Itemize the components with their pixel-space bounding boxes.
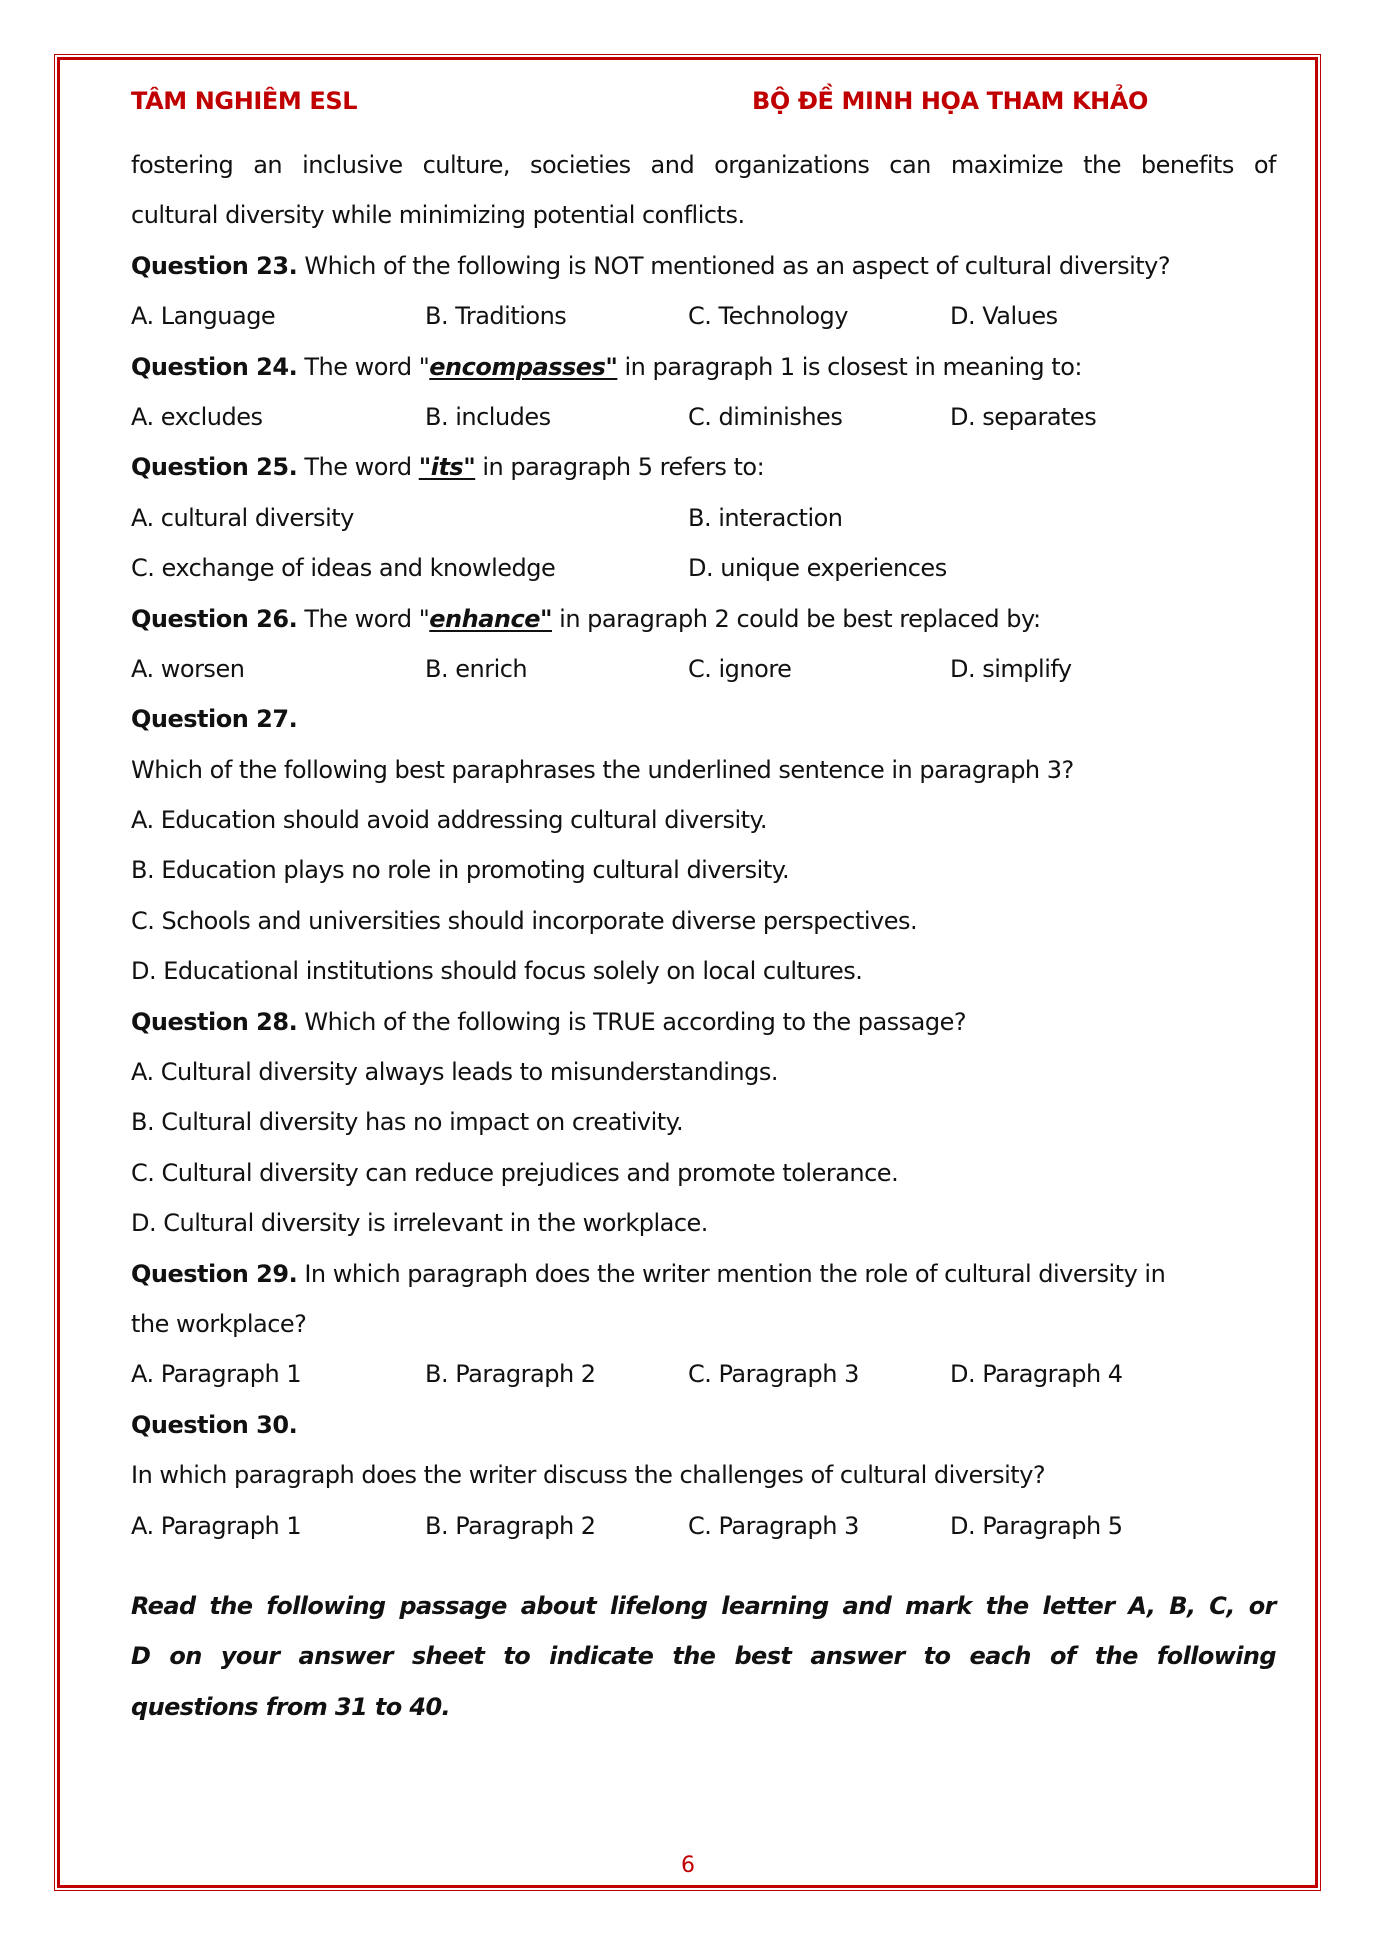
option-c[interactable]: C. diminishes	[688, 402, 843, 431]
question-30	[131, 1400, 1276, 1450]
option-a[interactable]: A. Education should avoid addressing cultural diversity.	[131, 806, 767, 835]
question-text: in paragraph 5 refers to:	[475, 453, 765, 482]
word: each	[969, 1642, 1031, 1671]
word: organizations	[714, 151, 870, 179]
question-text: Which of the following is NOT mentioned as an aspect of cultural diversity?	[297, 251, 1171, 280]
option-b[interactable]: B. includes	[425, 402, 551, 431]
word: D	[131, 1642, 151, 1671]
option-a[interactable]: A. Language	[131, 302, 276, 331]
word: the	[1094, 1642, 1138, 1671]
header-left-title: TÂM NGHIÊM ESL	[131, 87, 358, 115]
document-body	[131, 140, 1276, 1732]
option-a[interactable]: A. Cultural diversity always leads to misunderstandings.	[131, 1058, 778, 1087]
word: passage	[399, 1591, 507, 1620]
word: of	[1253, 151, 1276, 179]
option-b[interactable]: B. enrich	[425, 654, 528, 683]
question-text: Which of the following is TRUE according to the passage?	[297, 1007, 967, 1036]
word: following	[266, 1591, 386, 1620]
option-d[interactable]: D. Paragraph 5	[950, 1511, 1123, 1540]
word: to	[503, 1642, 531, 1671]
section-instruction	[131, 1581, 1276, 1732]
instruction-line-1	[131, 1581, 1276, 1631]
word: answer	[298, 1642, 393, 1671]
word: an	[253, 151, 283, 179]
option-b[interactable]: B. Paragraph 2	[425, 1511, 596, 1540]
question-26	[131, 594, 1276, 644]
question-text: The word "	[297, 352, 430, 381]
word: of	[1049, 1642, 1076, 1671]
page-header	[131, 84, 1276, 118]
option-d[interactable]: D. Educational institutions should focus solely on local cultures.	[131, 957, 863, 986]
word: C,	[1209, 1591, 1235, 1620]
question-27	[131, 694, 1276, 744]
question-24	[131, 342, 1276, 392]
option-b[interactable]: B. Cultural diversity has no impact on creativity.	[131, 1108, 684, 1137]
passage-justified-words	[131, 140, 1276, 190]
option-a[interactable]: A. Paragraph 1	[131, 1360, 302, 1389]
question-label: Question 23.	[131, 251, 298, 280]
word: inclusive	[302, 151, 403, 179]
question-29	[131, 1249, 1276, 1299]
question-label: Question 27.	[131, 705, 298, 734]
question-label: Question 26.	[131, 604, 298, 633]
question-26-options	[131, 644, 1276, 694]
passage-line-2: cultural diversity while minimizing potential conflicts.	[131, 201, 745, 230]
option-c[interactable]: C. Paragraph 3	[688, 1511, 859, 1540]
option-b[interactable]: B. Education plays no role in promoting cultural diversity.	[131, 856, 790, 885]
question-30-text: In which paragraph does the writer discuss the challenges of cultural diversity?	[131, 1461, 1046, 1490]
word: to	[923, 1642, 951, 1671]
option-c[interactable]: C. ignore	[688, 654, 792, 683]
question-label: Question 28.	[131, 1007, 298, 1036]
word: learning	[721, 1591, 829, 1620]
option-a[interactable]: A. cultural diversity	[131, 503, 354, 532]
question-27-text: Which of the following best paraphrases the underlined sentence in paragraph 3?	[131, 755, 1074, 784]
question-24-options	[131, 392, 1276, 442]
word: the	[1083, 151, 1121, 179]
question-25-options-row-2	[131, 543, 1276, 593]
passage-line-1	[131, 140, 1276, 190]
word: Read	[131, 1591, 196, 1620]
question-label: Question 25.	[131, 453, 298, 482]
instruction-line-2	[131, 1631, 1276, 1681]
question-keyword: "its"	[418, 453, 476, 482]
word: societies	[529, 151, 631, 179]
word: about	[520, 1591, 597, 1620]
question-30-options	[131, 1501, 1276, 1551]
word: can	[889, 151, 931, 179]
option-b[interactable]: B. Paragraph 2	[425, 1360, 596, 1389]
word: the	[985, 1591, 1029, 1620]
question-keyword: enhance"	[429, 604, 553, 633]
option-d[interactable]: D. Values	[950, 302, 1058, 331]
word: letter	[1042, 1591, 1115, 1620]
word: answer	[810, 1642, 905, 1671]
question-keyword: encompasses"	[429, 352, 618, 381]
header-right-title: BỘ ĐỀ MINH HỌA THAM KHẢO	[752, 87, 1148, 115]
option-a[interactable]: A. worsen	[131, 654, 245, 683]
question-28	[131, 997, 1276, 1047]
option-d[interactable]: D. Paragraph 4	[950, 1360, 1123, 1389]
option-d[interactable]: D. separates	[950, 402, 1097, 431]
question-label: Question 29.	[131, 1259, 298, 1288]
question-text: The word	[297, 453, 419, 482]
word: A,	[1128, 1591, 1156, 1620]
question-25-options-row-1	[131, 493, 1276, 543]
question-29-text-cont: the workplace?	[131, 1309, 307, 1338]
question-text: In which paragraph does the writer mention the role of cultural diversity in	[297, 1259, 1166, 1288]
option-d[interactable]: D. simplify	[950, 654, 1072, 683]
question-29-options	[131, 1349, 1276, 1399]
page-number: 6	[681, 1853, 695, 1878]
question-label: Question 24.	[131, 352, 298, 381]
option-c[interactable]: C. Technology	[688, 302, 848, 331]
word: mark	[905, 1591, 972, 1620]
question-text: The word "	[297, 604, 430, 633]
question-text: in paragraph 1 is closest in meaning to:	[617, 352, 1082, 381]
question-label: Question 30.	[131, 1410, 298, 1439]
word: the	[209, 1591, 253, 1620]
question-23	[131, 241, 1276, 291]
word: fostering	[131, 151, 234, 179]
option-c[interactable]: C. Paragraph 3	[688, 1360, 859, 1389]
word: lifelong	[610, 1591, 708, 1620]
instruction-line-3: questions from 31 to 40.	[131, 1692, 451, 1721]
word: following	[1156, 1642, 1276, 1671]
option-d[interactable]: D. unique experiences	[688, 554, 947, 583]
option-b[interactable]: B. interaction	[688, 503, 843, 532]
option-c[interactable]: C. Cultural diversity can reduce prejudices and promote tolerance.	[131, 1158, 899, 1187]
option-a[interactable]: A. Paragraph 1	[131, 1511, 302, 1540]
word: indicate	[549, 1642, 654, 1671]
word: on	[169, 1642, 202, 1671]
question-23-options	[131, 291, 1276, 341]
word: culture,	[422, 151, 511, 179]
question-25	[131, 442, 1276, 492]
option-d[interactable]: D. Cultural diversity is irrelevant in the workplace.	[131, 1209, 708, 1238]
word: maximize	[950, 151, 1064, 179]
word: best	[734, 1642, 792, 1671]
word: sheet	[411, 1642, 485, 1671]
option-c[interactable]: C. Schools and universities should incorporate diverse perspectives.	[131, 906, 918, 935]
word: or	[1248, 1591, 1276, 1620]
question-text: in paragraph 2 could be best replaced by:	[552, 604, 1041, 633]
word: your	[220, 1642, 280, 1671]
word: and	[842, 1591, 892, 1620]
word: B,	[1169, 1591, 1196, 1620]
option-a[interactable]: A. excludes	[131, 402, 263, 431]
option-c[interactable]: C. exchange of ideas and knowledge	[131, 554, 556, 583]
word: benefits	[1140, 151, 1234, 179]
section-spacer	[131, 1551, 1276, 1581]
option-b[interactable]: B. Traditions	[425, 302, 567, 331]
word: the	[672, 1642, 716, 1671]
word: and	[650, 151, 695, 179]
